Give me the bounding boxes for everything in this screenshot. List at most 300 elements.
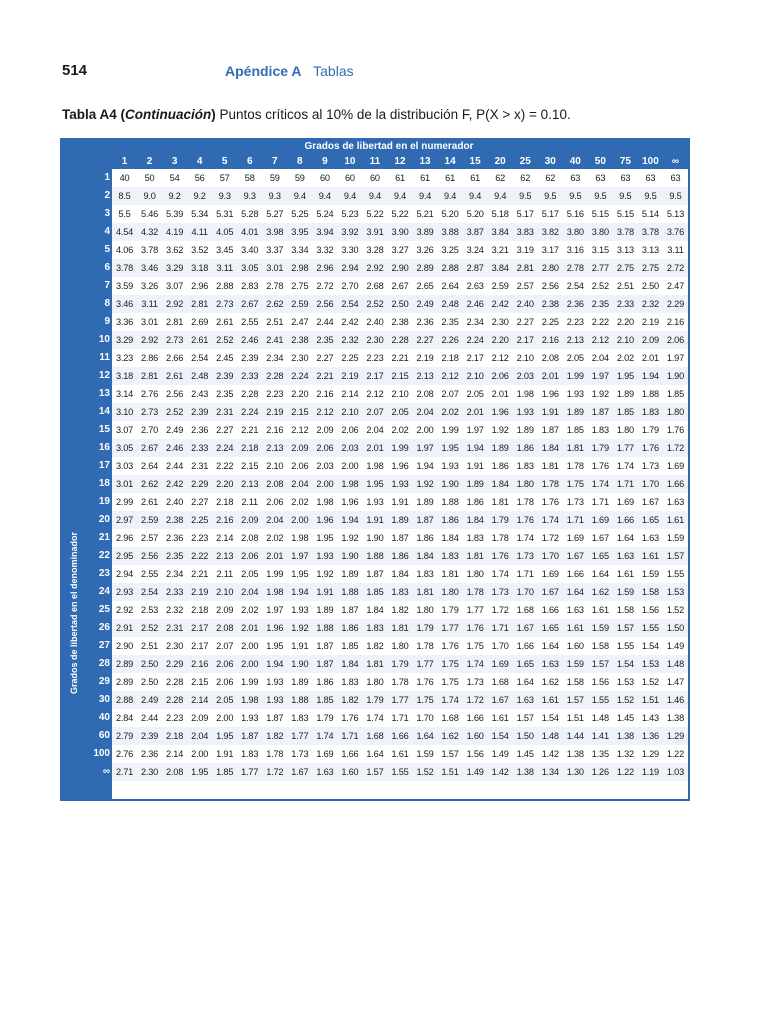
table-cell: 2.06 (341, 425, 359, 435)
table-cell: 2.97 (115, 515, 134, 525)
table-cell: 1.70 (641, 479, 659, 489)
table-cell: 1.66 (541, 605, 559, 615)
row-header: 100 (93, 748, 110, 759)
table-cell: 2.35 (166, 551, 184, 561)
table-cell: 1.29 (666, 731, 685, 741)
table-cell: 1.92 (416, 479, 434, 489)
table-cell: 1.65 (516, 659, 534, 669)
table-cell: 2.12 (491, 353, 509, 363)
table-cell: 1.78 (266, 749, 284, 759)
table-cell: 3.05 (115, 443, 134, 453)
table-cell: 1.82 (341, 695, 359, 705)
table-cell: 3.78 (641, 227, 659, 237)
table-cell: 1.96 (541, 389, 559, 399)
table-cell: 2.90 (391, 263, 409, 273)
table-cell: 2.84 (115, 713, 134, 723)
table-cell: 5.39 (166, 209, 184, 219)
table-cell: 3.29 (115, 335, 134, 345)
table-cell: 2.32 (341, 335, 359, 345)
table-cell: 2.59 (491, 281, 509, 291)
table-cell: 3.21 (491, 245, 509, 255)
table-cell: 1.84 (341, 659, 359, 669)
table-cell: 1.74 (516, 533, 534, 543)
table-cell: 1.68 (441, 713, 459, 723)
table-cell: 2.95 (115, 551, 134, 561)
table-cell: 2.27 (316, 353, 334, 363)
table-cell: 1.83 (416, 569, 434, 579)
table-cell: 2.27 (516, 317, 534, 327)
table-cell: 2.52 (591, 281, 609, 291)
table-cell: 1.89 (566, 407, 584, 417)
table-cell: 2.23 (191, 533, 209, 543)
table-cell: 1.66 (516, 641, 534, 651)
table-cell: 1.74 (491, 569, 509, 579)
table-cell: 2.25 (541, 317, 559, 327)
table-cell: 1.94 (641, 371, 659, 381)
table-cell: 5.17 (541, 209, 559, 219)
table-cell: 1.61 (391, 749, 409, 759)
table-cell: 2.46 (241, 335, 259, 345)
table-cell: 1.30 (566, 767, 584, 777)
table-cell: 1.61 (616, 569, 634, 579)
table-cell: 2.09 (191, 713, 209, 723)
table-cell: 1.32 (616, 749, 634, 759)
table-cell: 1.80 (466, 569, 484, 579)
table-cell: 2.57 (141, 533, 159, 543)
table-cell: 1.52 (616, 695, 634, 705)
table-cell: 1.64 (566, 587, 584, 597)
table-cell: 1.38 (616, 731, 634, 741)
table-cell: 3.98 (266, 227, 284, 237)
table-cell: 1.85 (616, 407, 634, 417)
table-cell: 2.05 (241, 569, 259, 579)
table-cell: 1.86 (466, 497, 484, 507)
table-cell: 2.06 (241, 551, 259, 561)
table-cell: 2.56 (541, 281, 559, 291)
table-cell: 1.36 (641, 731, 659, 741)
table-cell: 1.95 (266, 641, 284, 651)
table-cell: 2.19 (341, 371, 359, 381)
table-cell: 3.17 (541, 245, 559, 255)
column-header: 11 (369, 156, 381, 167)
table-cell: 1.77 (391, 695, 409, 705)
table-cell: 2.31 (166, 623, 184, 633)
table-cell: 2.36 (166, 533, 184, 543)
table-cell: 1.69 (666, 461, 685, 471)
table-cell: 1.98 (341, 479, 359, 489)
table-cell: 2.22 (591, 317, 609, 327)
table-cell: 1.82 (366, 641, 384, 651)
table-cell: 1.63 (616, 551, 634, 561)
table-cell: 1.93 (366, 497, 384, 507)
table-cell: 5.24 (316, 209, 334, 219)
row-header: 27 (98, 640, 110, 651)
table-cell: 2.12 (591, 335, 609, 345)
table-cell: 3.40 (241, 245, 259, 255)
table-cell: 63 (670, 173, 681, 183)
table-cell: 2.96 (316, 263, 334, 273)
table-cell: 1.89 (616, 389, 634, 399)
column-header: 15 (469, 156, 481, 167)
table-cell: 2.00 (241, 641, 259, 651)
table-cell: 2.13 (241, 479, 259, 489)
table-cell: 2.59 (291, 299, 309, 309)
table-cell: 2.42 (491, 299, 509, 309)
table-cell: 2.96 (191, 281, 209, 291)
table-cell: 2.70 (141, 425, 159, 435)
table-cell: 1.76 (591, 461, 609, 471)
table-cell: 3.92 (341, 227, 359, 237)
table-cell: 2.17 (191, 641, 209, 651)
table-cell: 1.60 (341, 767, 359, 777)
table-cell: 3.94 (316, 227, 334, 237)
table-cell: 1.76 (541, 497, 559, 507)
table-cell: 2.43 (191, 389, 209, 399)
row-header: 14 (98, 406, 110, 417)
table-cell: 2.71 (115, 767, 134, 777)
table-cell: 1.48 (541, 731, 559, 741)
table-cell: 2.23 (566, 317, 584, 327)
table-cell: 1.64 (366, 749, 384, 759)
table-cell: 9.5 (519, 191, 532, 201)
table-cell: 1.88 (366, 551, 384, 561)
row-header: 11 (99, 352, 110, 363)
table-cell: 1.74 (366, 713, 384, 723)
table-cell: 5.27 (266, 209, 284, 219)
table-cell: 2.81 (191, 299, 209, 309)
table-cell: 1.47 (666, 677, 685, 687)
table-caption-label: Tabla A4 (Continuación) (62, 107, 216, 122)
table-cell: 1.69 (616, 497, 634, 507)
table-cell: 3.23 (115, 353, 134, 363)
table-cell: 2.14 (191, 695, 209, 705)
table-cell: 1.44 (566, 731, 584, 741)
table-cell: 2.64 (141, 461, 159, 471)
table-cell: 2.75 (291, 281, 309, 291)
table-cell: 2.46 (166, 443, 184, 453)
table-cell: 2.20 (216, 479, 234, 489)
column-header: 4 (196, 156, 203, 167)
table-cell: 1.58 (591, 641, 609, 651)
table-cell: 3.52 (191, 245, 209, 255)
table-cell: 1.81 (466, 551, 484, 561)
table-cell: 2.27 (191, 497, 209, 507)
table-cell: 2.15 (241, 461, 259, 471)
table-cell: 1.57 (566, 695, 584, 705)
table-cell: 1.92 (291, 623, 309, 633)
table-cell: 1.77 (441, 623, 459, 633)
section-title: Tablas (313, 63, 354, 79)
table-cell: 1.71 (616, 479, 634, 489)
table-cell: 1.98 (316, 497, 334, 507)
table-cell: 2.09 (216, 605, 234, 615)
table-cell: 3.01 (141, 317, 159, 327)
table-cell: 2.36 (141, 749, 159, 759)
table-cell: 61 (470, 173, 481, 183)
table-cell: 2.10 (616, 335, 634, 345)
table-cell: 2.02 (441, 407, 459, 417)
table-cell: 3.13 (616, 245, 634, 255)
table-cell: 2.24 (216, 443, 234, 453)
table-cell: 2.10 (391, 389, 409, 399)
table-cell: 3.36 (115, 317, 134, 327)
table-cell: 3.11 (141, 299, 158, 309)
table-cell: 1.73 (491, 587, 509, 597)
table-cell: 2.57 (516, 281, 534, 291)
table-cell: 1.92 (341, 533, 359, 543)
table-cell: 1.80 (366, 677, 384, 687)
table-cell: 1.86 (391, 551, 409, 561)
table-cell: 2.02 (266, 533, 284, 543)
table-cell: 2.06 (216, 659, 234, 669)
table-cell: 1.70 (416, 713, 434, 723)
table-cell: 1.76 (341, 713, 359, 723)
table-cell: 2.10 (216, 587, 234, 597)
table-cell: 1.48 (666, 659, 685, 669)
table-cell: 2.88 (216, 281, 234, 291)
table-cell: 2.19 (191, 587, 209, 597)
table-cell: 2.31 (191, 461, 209, 471)
table-cell: 1.91 (466, 461, 484, 471)
table-cell: 2.55 (141, 569, 159, 579)
table-cell: 2.22 (191, 551, 209, 561)
table-cell: 2.92 (141, 335, 159, 345)
row-header: 15 (98, 424, 110, 435)
table-cell: 1.64 (591, 569, 609, 579)
table-cell: 1.61 (566, 623, 584, 633)
table-cell: 1.92 (591, 389, 609, 399)
table-cell: 1.49 (491, 749, 509, 759)
table-cell: 2.32 (166, 605, 184, 615)
row-header: 23 (98, 568, 110, 579)
table-cell: 2.81 (516, 263, 534, 273)
table-cell: 1.65 (541, 623, 559, 633)
column-header: 50 (594, 156, 606, 167)
table-cell: 2.77 (591, 263, 609, 273)
column-header: 2 (146, 156, 153, 167)
table-cell: 2.28 (166, 677, 184, 687)
column-header: 3 (171, 156, 178, 167)
table-cell: 1.76 (416, 677, 434, 687)
table-cell: 2.08 (416, 389, 434, 399)
column-header: 13 (419, 156, 431, 167)
table-cell: 1.55 (591, 695, 609, 705)
table-cell: 2.69 (191, 317, 209, 327)
table-cell: 3.34 (291, 245, 309, 255)
table-cell: 1.77 (291, 731, 309, 741)
table-cell: 9.4 (494, 191, 507, 201)
table-cell: 1.54 (541, 713, 559, 723)
table-cell: 3.78 (141, 245, 159, 255)
column-header: 12 (394, 156, 406, 167)
table-cell: 63 (645, 173, 656, 183)
table-cell: 1.84 (366, 605, 384, 615)
table-cell: 3.87 (466, 227, 484, 237)
table-cell: 1.45 (516, 749, 534, 759)
table-cell: 3.29 (166, 263, 184, 273)
column-header: 100 (642, 156, 659, 167)
table-cell: 2.48 (191, 371, 209, 381)
table-cell: 1.74 (616, 461, 634, 471)
table-cell: 1.93 (266, 677, 284, 687)
table-cell: 2.67 (241, 299, 259, 309)
table-cell: 3.80 (566, 227, 584, 237)
table-cell: 1.79 (391, 659, 409, 669)
row-header: 17 (98, 460, 110, 471)
table-cell: 1.67 (491, 695, 509, 705)
table-cell: 2.20 (291, 389, 309, 399)
table-cell: 1.76 (516, 515, 534, 525)
table-cell: 1.79 (491, 515, 509, 525)
row-header: 8 (104, 298, 110, 309)
table-cell: 1.83 (341, 677, 359, 687)
table-cell: 2.16 (666, 317, 685, 327)
table-cell: 1.38 (566, 749, 584, 759)
table-cell: 2.72 (316, 281, 334, 291)
table-cell: 2.39 (216, 371, 234, 381)
chapter-title: Apéndice A (225, 63, 302, 79)
column-header: 6 (246, 156, 253, 167)
table-cell: 3.18 (115, 371, 134, 381)
table-cell: 1.57 (591, 659, 609, 669)
table-cell: 9.5 (619, 191, 632, 201)
table-cell: 2.01 (266, 551, 284, 561)
table-cell: 1.79 (316, 713, 334, 723)
table-cell: 1.81 (566, 443, 584, 453)
row-header: 19 (98, 496, 110, 507)
table-cell: 1.76 (666, 425, 685, 435)
table-cell: 1.35 (591, 749, 609, 759)
table-cell: 1.66 (666, 479, 685, 489)
table-cell: 2.16 (191, 659, 209, 669)
table-cell: 2.66 (166, 353, 184, 363)
table-cell: 2.12 (441, 371, 459, 381)
table-cell: 1.88 (641, 389, 659, 399)
table-cell: 1.84 (541, 443, 559, 453)
table-cell: 2.50 (391, 299, 409, 309)
table-cell: 3.07 (115, 425, 134, 435)
page-number: 514 (62, 62, 88, 79)
table-cell: 1.91 (216, 749, 234, 759)
table-cell: 2.00 (316, 479, 334, 489)
table-cell: 2.44 (141, 713, 159, 723)
table-cell: 2.28 (266, 371, 284, 381)
table-cell: 2.29 (166, 659, 184, 669)
table-cell: 2.53 (141, 605, 159, 615)
table-cell: 2.30 (166, 641, 184, 651)
table-cell: 2.26 (441, 335, 459, 345)
table-cell: 1.62 (591, 587, 609, 597)
table-cell: 2.45 (216, 353, 234, 363)
table-cell: 1.81 (541, 461, 559, 471)
table-cell: 1.83 (391, 587, 409, 597)
table-cell: 1.90 (441, 479, 459, 489)
table-cell: 1.63 (516, 695, 534, 705)
table-cell: 2.94 (115, 569, 134, 579)
table-cell: 2.18 (241, 443, 259, 453)
table-cell: 1.93 (516, 407, 534, 417)
table-cell: 2.35 (441, 317, 459, 327)
table-cell: 2.52 (141, 623, 159, 633)
table-cell: 2.73 (141, 407, 159, 417)
table-cell: 1.63 (316, 767, 334, 777)
table-cell: 1.86 (491, 461, 509, 471)
table-cell: 3.16 (566, 245, 584, 255)
table-cell: 1.55 (641, 623, 659, 633)
table-cell: 9.5 (594, 191, 607, 201)
table-cell: 1.64 (416, 731, 434, 741)
table-cell: 2.15 (291, 407, 309, 417)
table-cell: 1.85 (666, 389, 685, 399)
table-cell: 63 (620, 173, 631, 183)
table-cell: 1.56 (591, 677, 609, 687)
table-cell: 9.2 (168, 191, 181, 201)
table-cell: 1.64 (541, 641, 559, 651)
table-cell: 2.07 (216, 641, 234, 651)
table-cell: 1.43 (641, 713, 659, 723)
row-header: 29 (98, 676, 110, 687)
table-cell: 3.91 (366, 227, 384, 237)
table-cell: 1.59 (416, 749, 434, 759)
table-cell: 2.18 (216, 497, 234, 507)
table-cell: 1.92 (316, 569, 334, 579)
table-cell: 1.63 (541, 659, 559, 669)
table-cell: 9.4 (393, 191, 407, 201)
table-cell: 1.52 (666, 605, 685, 615)
table-cell: 1.93 (441, 461, 459, 471)
table-cell: 1.86 (316, 677, 334, 687)
table-cell: 1.59 (566, 659, 584, 669)
table-cell: 3.82 (541, 227, 559, 237)
table-cell: 2.21 (316, 371, 334, 381)
table-cell: 9.4 (318, 191, 331, 201)
table-cell: 1.52 (641, 677, 659, 687)
table-cell: 1.70 (541, 551, 559, 561)
table-cell: 1.83 (441, 551, 459, 561)
table-cell: 2.17 (466, 353, 484, 363)
table-cell: 1.61 (641, 551, 659, 561)
table-cell: 1.87 (266, 713, 284, 723)
table-cell: 1.87 (541, 425, 559, 435)
table-cell: 3.14 (115, 389, 134, 399)
table-cell: 2.83 (241, 281, 259, 291)
table-cell: 2.39 (141, 731, 159, 741)
table-cell: 1.97 (266, 605, 284, 615)
table-cell: 60 (319, 173, 330, 183)
table-cell: 2.30 (291, 353, 309, 363)
table-cell: 1.85 (366, 587, 384, 597)
table-cell: 1.51 (566, 713, 584, 723)
table-cell: 1.59 (666, 533, 685, 543)
table-cell: 2.36 (566, 299, 584, 309)
table-cell: 2.56 (316, 299, 334, 309)
table-cell: 2.62 (141, 479, 159, 489)
table-cell: 1.85 (316, 695, 334, 705)
table-cell: 1.50 (516, 731, 534, 741)
table-cell: 1.81 (491, 497, 509, 507)
table-cell: 2.02 (241, 605, 259, 615)
table-cell: 2.07 (441, 389, 459, 399)
table-cell: 1.29 (641, 749, 659, 759)
table-cell: 2.16 (316, 389, 334, 399)
table-cell: 2.17 (366, 371, 384, 381)
table-cell: 5.5 (118, 209, 131, 219)
table-cell: 1.75 (416, 695, 434, 705)
table-cell: 2.40 (366, 317, 384, 327)
table-cell: 2.65 (416, 281, 434, 291)
table-cell: 1.87 (391, 533, 409, 543)
table-cell: 1.78 (541, 479, 559, 489)
